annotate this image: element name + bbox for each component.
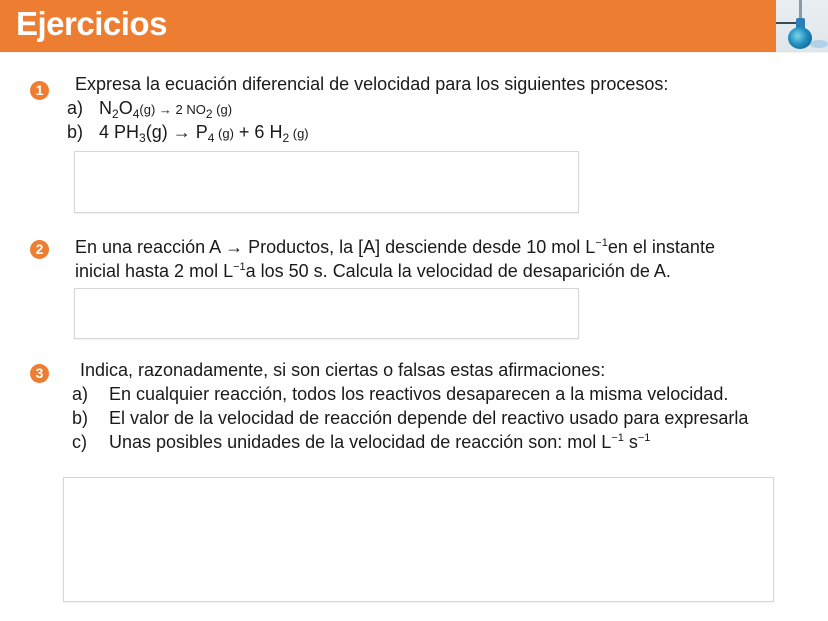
answer-box-exercise-2[interactable] bbox=[74, 288, 579, 339]
subscript: 2 bbox=[205, 107, 213, 121]
prompt-text: En una reacción A → Productos, la [A] desciende desde 10 mol L bbox=[75, 237, 596, 257]
formula-text: O bbox=[118, 98, 133, 118]
item-label: b) bbox=[67, 122, 84, 142]
item-label: a) bbox=[72, 384, 89, 404]
flask-icon bbox=[788, 27, 812, 49]
formula-text: (g) bbox=[214, 126, 234, 141]
exercise-number-badge: 2 bbox=[30, 240, 49, 259]
prompt-text: en el instante bbox=[607, 237, 715, 257]
exercise-2-line-2 bbox=[75, 260, 671, 282]
exercise-1-item-a bbox=[67, 97, 232, 121]
item-label: c) bbox=[72, 432, 87, 452]
superscript: −1 bbox=[637, 432, 651, 444]
page-title: Ejercicios bbox=[16, 5, 167, 42]
answer-box-exercise-3[interactable] bbox=[63, 477, 774, 602]
subscript: 4 bbox=[132, 107, 140, 121]
exercise-3-item-a bbox=[72, 383, 728, 405]
exercise-number-badge: 3 bbox=[30, 364, 49, 383]
exercise-3-item-b bbox=[72, 407, 748, 429]
prompt-text: inicial hasta 2 mol L bbox=[75, 261, 234, 281]
header-bar bbox=[0, 0, 776, 52]
exercise-3-item-c bbox=[72, 431, 650, 453]
statement-text: En cualquier reacción, todos los reactivos desaparecen a la misma velocidad. bbox=[109, 384, 729, 404]
answer-box-exercise-1[interactable] bbox=[74, 151, 579, 213]
exercise-2-line-1 bbox=[75, 236, 715, 258]
mist bbox=[810, 40, 828, 48]
exercise-1-prompt: Expresa la ecuación diferencial de velocidad para los siguientes procesos: bbox=[75, 74, 669, 94]
formula-text: + 6 H bbox=[233, 122, 283, 142]
superscript: −1 bbox=[595, 237, 608, 249]
exercise-number-badge: 1 bbox=[30, 81, 49, 100]
formula-text: (g) bbox=[289, 126, 309, 141]
formula-text: 4 PH bbox=[99, 122, 140, 142]
subscript: 3 bbox=[139, 131, 146, 145]
item-label: a) bbox=[67, 98, 84, 118]
statement-text: Unas posibles unidades de la velocidad de reacción son: mol L bbox=[109, 432, 612, 452]
formula-text: N bbox=[99, 98, 112, 118]
prompt-text: a los 50 s. Calcula la velocidad de desaparición de A. bbox=[245, 261, 671, 281]
exercise-3-prompt: Indica, razonadamente, si son ciertas o falsas estas afirmaciones: bbox=[80, 360, 606, 380]
subscript: 2 bbox=[112, 107, 119, 121]
formula-text: (g) bbox=[212, 102, 233, 117]
header-divider bbox=[0, 52, 828, 53]
chemistry-flask-image bbox=[776, 0, 828, 52]
exercise-1-item-b bbox=[67, 121, 309, 145]
subscript: 4 bbox=[207, 131, 215, 145]
superscript: −1 bbox=[233, 261, 246, 273]
formula-text: (g) → P bbox=[145, 122, 208, 142]
statement-text: El valor de la velocidad de reacción depende del reactivo usado para expresarla bbox=[109, 408, 749, 428]
item-label: b) bbox=[72, 408, 89, 428]
superscript: −1 bbox=[611, 432, 624, 444]
statement-text: s bbox=[623, 432, 638, 452]
formula-text: (g) → 2 NO bbox=[139, 102, 206, 117]
subscript: 2 bbox=[282, 131, 290, 145]
